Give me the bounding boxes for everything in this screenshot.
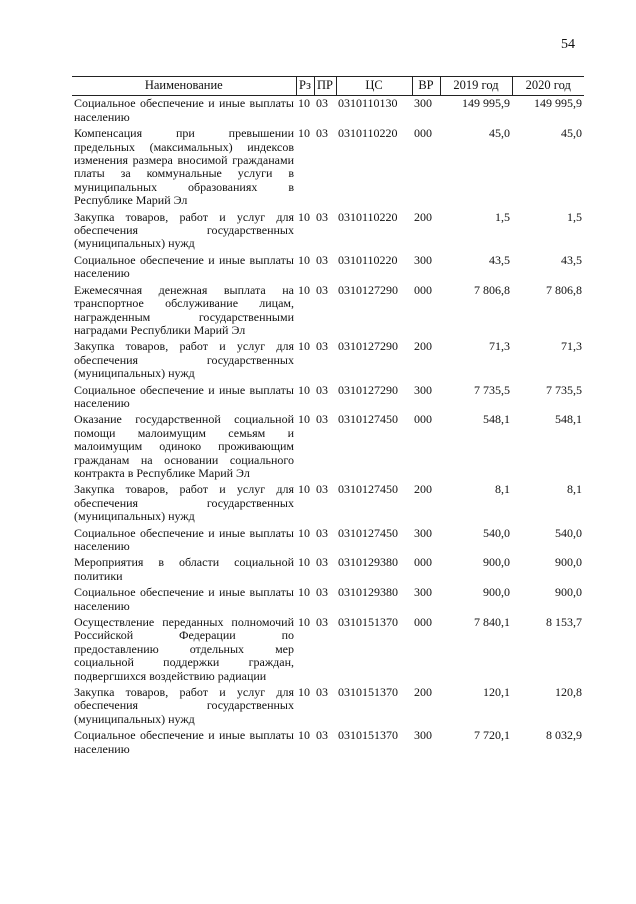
- row-rz: 10: [298, 282, 310, 297]
- row-vr: 300: [414, 382, 432, 397]
- row-value-2020: 548,1: [555, 412, 582, 427]
- row-name: Социальное обеспечение и иные выплаты населению: [74, 382, 294, 410]
- row-pr: 03: [316, 412, 328, 427]
- row-vr: 000: [414, 282, 432, 297]
- table-row: [72, 728, 584, 758]
- row-value-2019: 120,1: [483, 685, 510, 700]
- row-pr: 03: [316, 615, 328, 630]
- row-vr: 300: [414, 96, 432, 111]
- table-row: [72, 96, 584, 126]
- row-value-2019: 7 720,1: [474, 728, 510, 743]
- row-rz: 10: [298, 126, 310, 141]
- row-rz: 10: [298, 382, 310, 397]
- row-name: Закупка товаров, работ и услуг для обеспечения государственных (муниципальных) нужд: [74, 209, 294, 251]
- row-pr: 03: [316, 252, 328, 267]
- row-name: Социальное обеспечение и иные выплаты населению: [74, 525, 294, 553]
- table-row: [72, 283, 584, 340]
- row-pr: 03: [316, 382, 328, 397]
- row-pr: 03: [316, 339, 328, 354]
- row-value-2019: 548,1: [483, 412, 510, 427]
- row-pr: 03: [316, 96, 328, 111]
- table-row: [72, 339, 584, 382]
- row-value-2020: 45,0: [561, 126, 582, 141]
- row-cs: 0310151370: [338, 728, 398, 743]
- row-rz: 10: [298, 525, 310, 540]
- row-pr: 03: [316, 555, 328, 570]
- row-value-2019: 900,0: [483, 585, 510, 600]
- row-value-2020: 900,0: [555, 555, 582, 570]
- row-value-2020: 8 153,7: [546, 615, 582, 630]
- row-name: Ежемесячная денежная выплата на транспортное обслуживание лицам, награжденным государственными наградами Республики Марий Эл: [74, 282, 294, 337]
- row-value-2019: 540,0: [483, 525, 510, 540]
- row-pr: 03: [316, 685, 328, 700]
- row-pr: 03: [316, 525, 328, 540]
- table-row: [72, 412, 584, 482]
- row-vr: 000: [414, 126, 432, 141]
- row-value-2020: 43,5: [561, 252, 582, 267]
- row-name: Мероприятия в области социальной политики: [74, 555, 294, 583]
- table-row: [72, 383, 584, 413]
- row-cs: 0310127450: [338, 412, 398, 427]
- row-rz: 10: [298, 555, 310, 570]
- row-vr: 000: [414, 615, 432, 630]
- row-pr: 03: [316, 209, 328, 224]
- row-cs: 0310151370: [338, 615, 398, 630]
- row-cs: 0310127450: [338, 525, 398, 540]
- row-cs: 0310110220: [338, 126, 398, 141]
- row-rz: 10: [298, 209, 310, 224]
- row-cs: 0310127290: [338, 282, 398, 297]
- row-cs: 0310110130: [338, 96, 398, 111]
- row-value-2019: 149 995,9: [462, 96, 510, 111]
- header-2020: 2020 год: [512, 77, 584, 96]
- row-vr: 300: [414, 728, 432, 743]
- row-value-2019: 7 806,8: [474, 282, 510, 297]
- header-rz: Рз: [296, 77, 314, 96]
- table-header-row: [72, 77, 584, 96]
- header-pr: ПР: [314, 77, 336, 96]
- row-value-2020: 120,8: [555, 685, 582, 700]
- row-rz: 10: [298, 728, 310, 743]
- row-name: Социальное обеспечение и иные выплаты населению: [74, 252, 294, 281]
- row-rz: 10: [298, 685, 310, 700]
- row-vr: 200: [414, 482, 432, 497]
- table-row: [72, 685, 584, 728]
- row-cs: 0310127290: [338, 382, 398, 397]
- row-cs: 0310127290: [338, 339, 398, 354]
- row-value-2020: 540,0: [555, 525, 582, 540]
- row-pr: 03: [316, 728, 328, 743]
- row-vr: 200: [414, 339, 432, 354]
- row-name: Закупка товаров, работ и услуг для обеспечения государственных (муниципальных) нужд: [74, 482, 294, 524]
- table-row: [72, 615, 584, 685]
- row-pr: 03: [316, 585, 328, 600]
- row-name: Социальное обеспечение и иные выплаты населению: [74, 96, 294, 124]
- row-value-2019: 43,5: [489, 252, 510, 267]
- row-name: Осуществление переданных полномочий Российской Федерации по предоставлению отдельных мер социальной поддержки граждан, подвергшихся воздействию радиации: [74, 615, 294, 683]
- row-value-2020: 900,0: [555, 585, 582, 600]
- row-value-2020: 7 806,8: [546, 282, 582, 297]
- table-row: [72, 482, 584, 525]
- row-vr: 200: [414, 209, 432, 224]
- row-value-2020: 8 032,9: [546, 728, 582, 743]
- row-value-2020: 1,5: [567, 209, 582, 224]
- row-rz: 10: [298, 96, 310, 111]
- row-cs: 0310129380: [338, 555, 398, 570]
- table-row: [72, 210, 584, 253]
- table-row: [72, 526, 584, 556]
- page-number: 54: [561, 37, 575, 52]
- row-vr: 300: [414, 525, 432, 540]
- row-vr: 300: [414, 585, 432, 600]
- row-name: Закупка товаров, работ и услуг для обеспечения государственных (муниципальных) нужд: [74, 685, 294, 726]
- row-value-2019: 71,3: [489, 339, 510, 354]
- row-rz: 10: [298, 339, 310, 354]
- row-value-2019: 7 735,5: [474, 382, 510, 397]
- row-value-2020: 8,1: [567, 482, 582, 497]
- header-vr: ВР: [412, 77, 440, 96]
- row-vr: 300: [414, 252, 432, 267]
- row-value-2019: 45,0: [489, 126, 510, 141]
- table-row: [72, 126, 584, 209]
- header-cs: ЦС: [336, 77, 412, 96]
- row-name: Социальное обеспечение и иные выплаты населению: [74, 728, 294, 756]
- row-value-2019: 7 840,1: [474, 615, 510, 630]
- row-vr: 000: [414, 412, 432, 427]
- row-rz: 10: [298, 585, 310, 600]
- row-value-2019: 8,1: [495, 482, 510, 497]
- row-value-2019: 900,0: [483, 555, 510, 570]
- table-row: [72, 253, 584, 283]
- row-vr: 200: [414, 685, 432, 700]
- row-cs: 0310127450: [338, 482, 398, 497]
- row-pr: 03: [316, 482, 328, 497]
- table-row: [72, 585, 584, 615]
- row-name: Компенсация при превышении предельных (максимальных) индексов изменения размера вносимой гражданами платы за коммунальные услуги в муниципальных образованиях в Республике Марий Эл: [74, 126, 294, 208]
- row-pr: 03: [316, 126, 328, 141]
- row-cs: 0310151370: [338, 685, 398, 700]
- table-row: [72, 555, 584, 585]
- header-2019: 2019 год: [440, 77, 512, 96]
- row-name: Социальное обеспечение и иные выплаты населению: [74, 585, 294, 613]
- row-name: Закупка товаров, работ и услуг для обеспечения государственных (муниципальных) нужд: [74, 339, 294, 381]
- row-value-2019: 1,5: [495, 209, 510, 224]
- row-value-2020: 7 735,5: [546, 382, 582, 397]
- budget-table: [72, 76, 584, 758]
- row-vr: 000: [414, 555, 432, 570]
- row-rz: 10: [298, 412, 310, 427]
- row-cs: 0310110220: [338, 209, 398, 224]
- row-rz: 10: [298, 252, 310, 267]
- header-name: Наименование: [72, 77, 296, 96]
- row-rz: 10: [298, 482, 310, 497]
- row-value-2020: 71,3: [561, 339, 582, 354]
- row-name: Оказание государственной социальной помощи малоимущим семьям и малоимущим одиноко проживающим гражданам на основании социального контракта в Республике Марий Эл: [74, 412, 294, 480]
- row-cs: 0310110220: [338, 252, 398, 267]
- row-rz: 10: [298, 615, 310, 630]
- row-cs: 0310129380: [338, 585, 398, 600]
- row-value-2020: 149 995,9: [534, 96, 582, 111]
- row-pr: 03: [316, 282, 328, 297]
